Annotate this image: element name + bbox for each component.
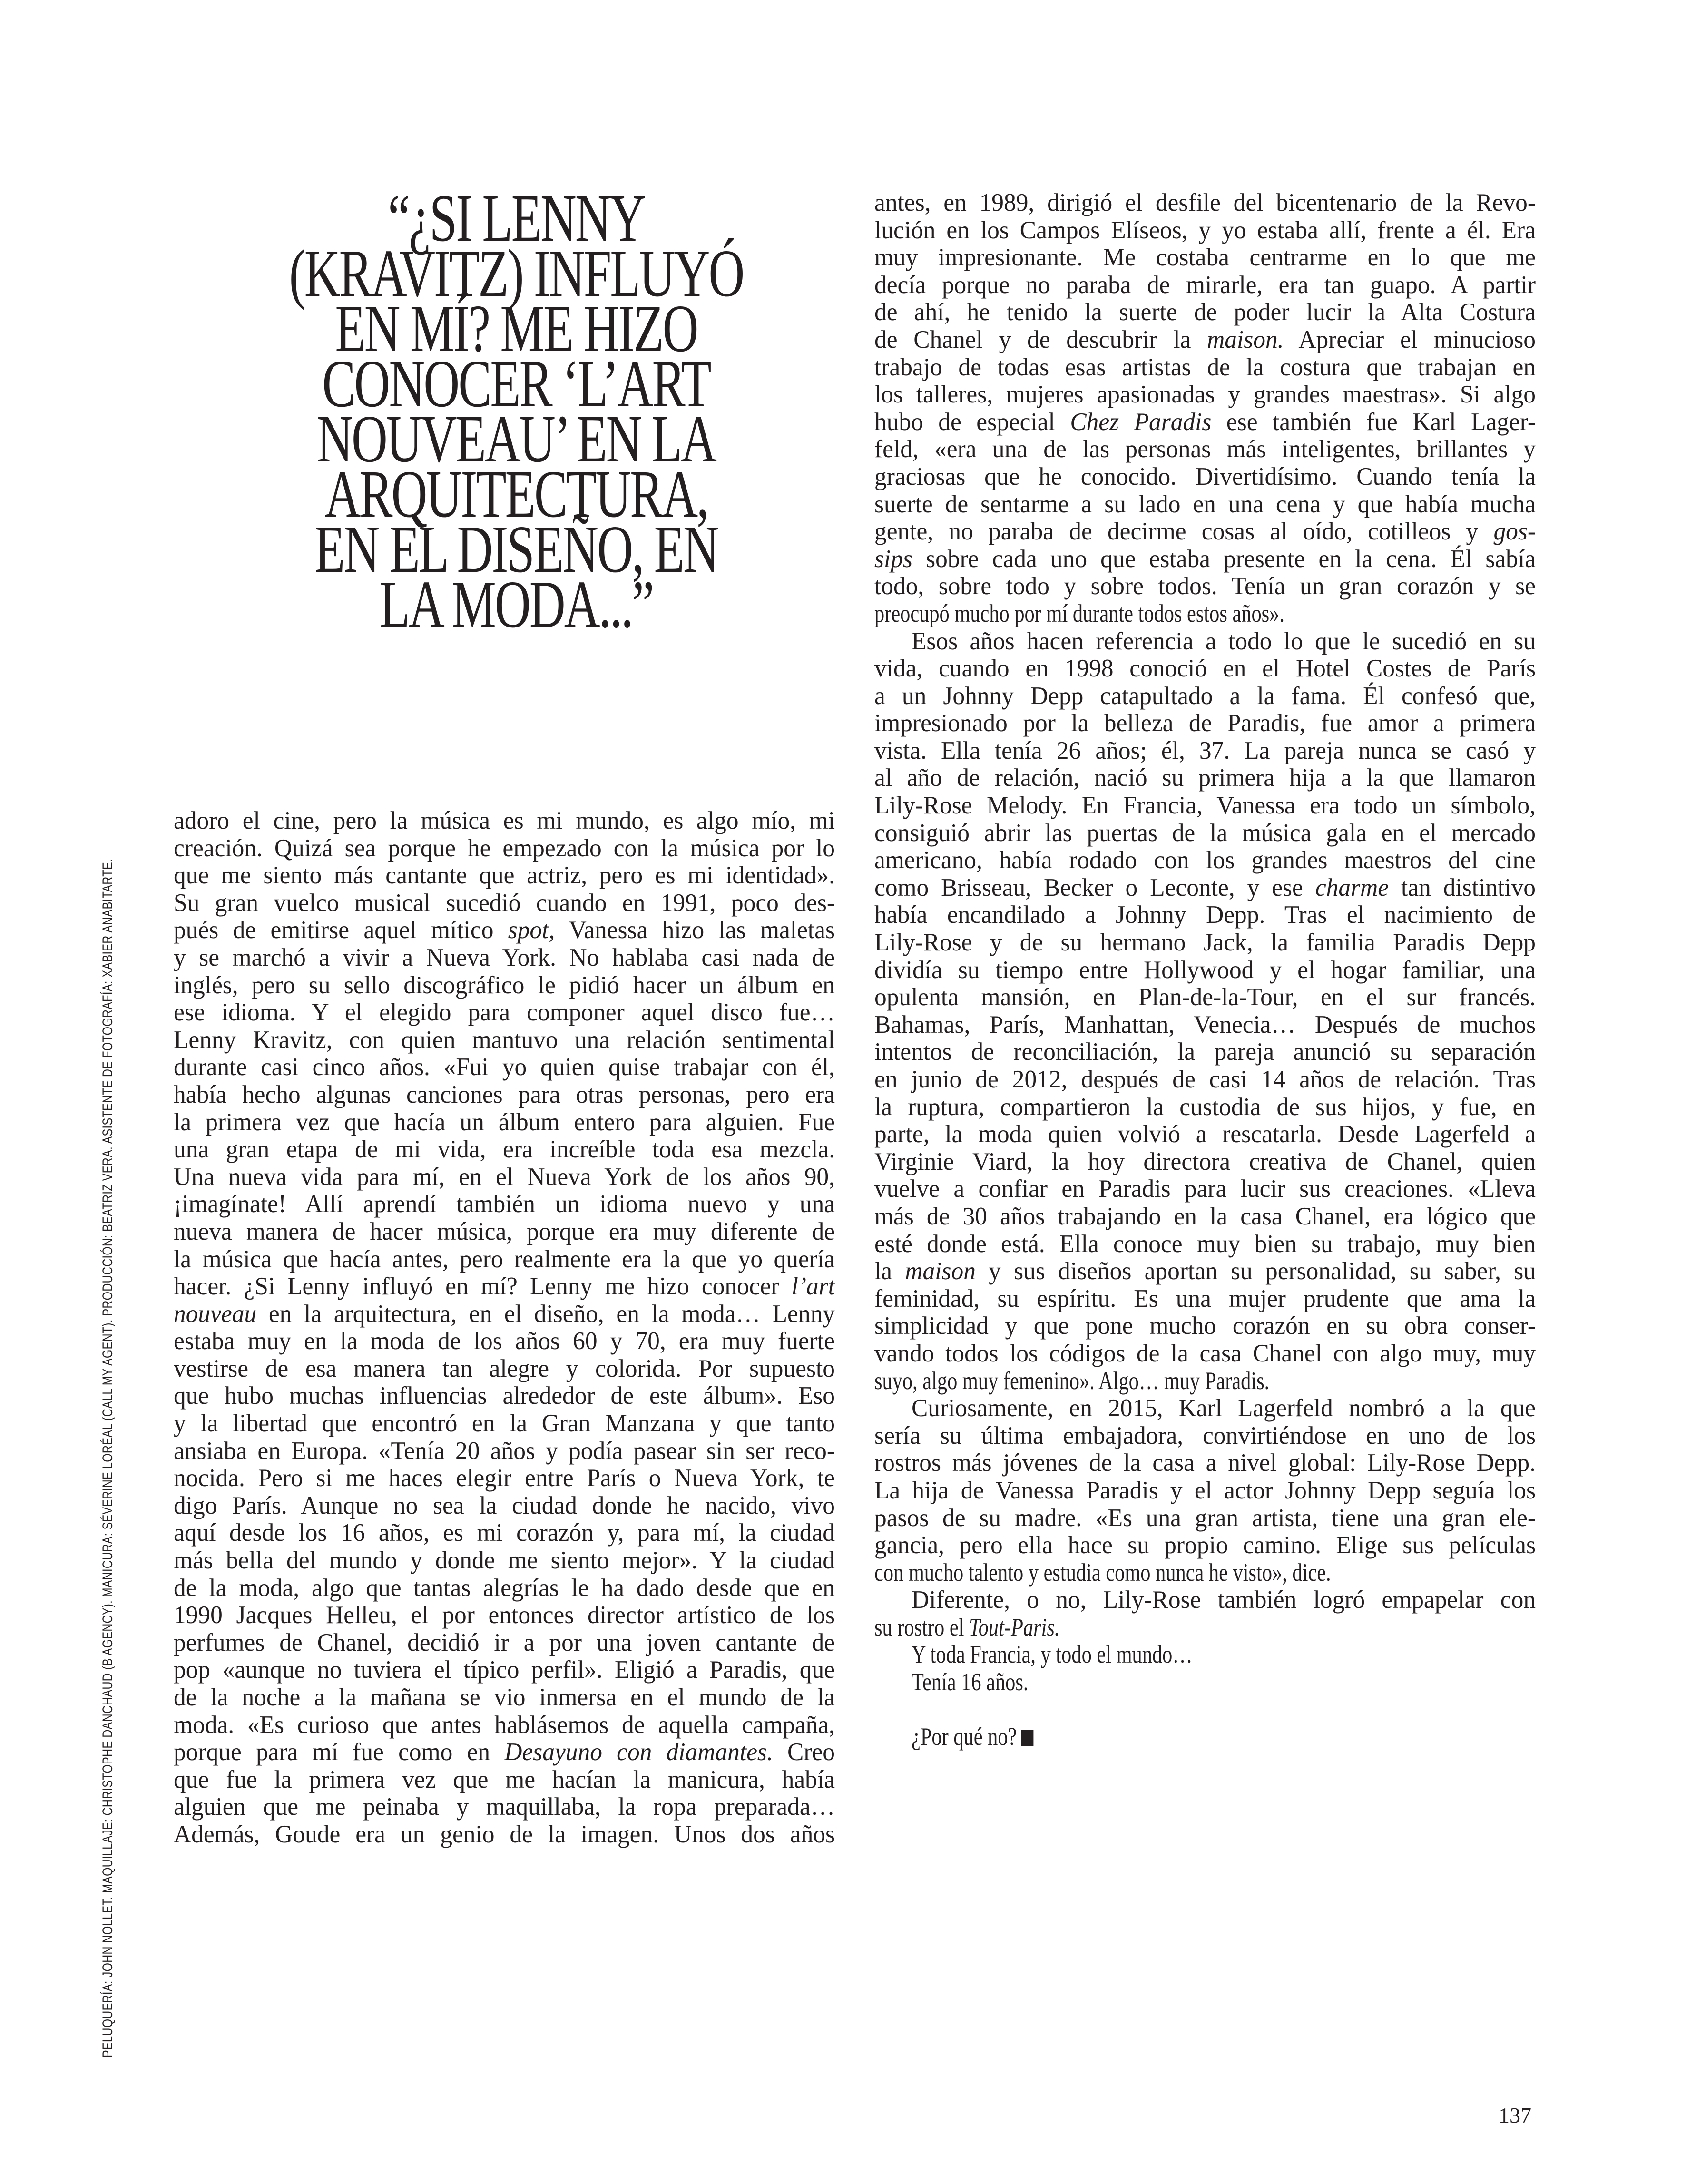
text-line: Virginie Viard, la hoy directora creativa de Chanel, quien [874,1147,1536,1175]
text-line: en junio de 2012, después de casi 14 años de relación. Tras [874,1066,1536,1093]
text-line: pasos de su madre. «Es una gran artista, tiene una gran ele- [874,1504,1536,1532]
text-line: Diferente, o no, Lily-Rose también logró empapelar con [911,1586,1536,1614]
italic-term: charme [1315,873,1389,901]
text-line: al año de relación, nació su primera hija a la que llamaron [874,764,1536,792]
text-line: ansiaba en Europa. «Tenía 20 años y podía pasear sin ser reco- [174,1437,835,1465]
pull-quote-line: (KRAVITZ) INFLUYÓ [289,235,744,311]
text-line: esté donde está. Ella conoce muy bien su trabajo, muy bien [874,1230,1536,1258]
text-line: aquí desde los 16 años, es mi corazón y, para mí, la ciudad [174,1519,835,1547]
text-line: consiguió abrir las puertas de la música gala en el mercado [874,819,1536,847]
pull-quote-line: LA MODA...” [379,567,653,642]
text-line: creación. Quizá sea porque he empezado con la música por lo [174,834,835,862]
text-line: había hecho algunas canciones para otras personas, pero era [174,1080,835,1108]
text-line: perfumes de Chanel, decidió ir a por una joven cantante de [174,1628,835,1656]
text-line: nocida. Pero si me haces elegir entre París o Nueva York, te [174,1464,835,1492]
text-line: de ahí, he tenido la suerte de poder lucir la Alta Costura [874,298,1536,326]
italic-term: sips [874,545,913,573]
text-line: Lily-Rose Melody. En Francia, Vanessa era todo un símbolo, [874,792,1536,820]
text-line: digo París. Aunque no sea la ciudad donde he nacido, vivo [174,1491,835,1519]
page-number: 137 [1499,2103,1531,2127]
text-line: de Chanel y de descubrir la maison. Apreciar el minucioso [874,325,1536,353]
text-line: feminidad, su espíritu. Es una mujer prudente que ama la [874,1284,1536,1312]
text-line: más de 30 años trabajando en la casa Chanel, era lógico que [874,1202,1536,1230]
pull-quote [200,180,833,642]
text-line: los talleres, mujeres apasionadas y grandes maestras». Si algo [874,381,1536,409]
text-line: la ruptura, compartieron la custodia de sus hijos, y fue, en [874,1093,1536,1121]
text-line: que fue la primera vez que me hacían la manicura, había [174,1765,835,1793]
text-line: sería su última embajadora, convirtiéndose en uno de los [874,1421,1536,1449]
italic-term: Desayuno con diamantes. [504,1738,773,1766]
text-line: Curiosamente, en 2015, Karl Lagerfeld nombró a la que [911,1394,1536,1422]
text-line: había encandilado a Johnny Depp. Tras el nacimiento de [874,901,1536,929]
text-line: adoro el cine, pero la música es mi mundo, es algo mío, mi [174,807,835,834]
text-line: la maison y sus diseños aportan su personalidad, su saber, su [874,1257,1536,1285]
article-column-left [174,807,835,1849]
article-column-right [874,189,1536,1751]
text-line: Su gran vuelco musical sucedió cuando en 1991, poco des- [174,889,835,917]
text-line: 1990 Jacques Helleu, el por entonces director artístico de los [174,1601,835,1629]
text-line: Lenny Kravitz, con quien mantuvo una relación sentimental [174,1026,835,1054]
text-line: y se marchó a vivir a Nueva York. No hablaba casi nada de [174,943,835,971]
text-line: durante casi cinco años. «Fui yo quien quise trabajar con él, [174,1053,835,1081]
italic-term: l’art [791,1273,835,1301]
text-line: nueva manera de hacer música, porque era muy diferente de [174,1217,835,1245]
text-line: suerte de sentarme a su lado en una cena y que había mucha [874,490,1536,518]
text-line: con mucho talento y estudia como nunca he visto», dice. [874,1558,1331,1587]
text-line: Esos años hacen referencia a todo lo que le sucedió en su [911,627,1536,655]
text-line: Y toda Francia, y todo el mundo… [912,1641,1193,1669]
text-line: La hija de Vanessa Paradis y el actor Johnny Depp seguía los [874,1476,1536,1504]
text-line: de la moda, algo que tantas alegrías le ha dado desde que en [174,1574,835,1602]
text-line: moda. «Es curioso que antes hablásemos de aquella campaña, [174,1711,835,1739]
text-line: ese idioma. Y el elegido para componer aquel disco fue… [174,999,835,1027]
text-line: sips sobre cada uno que estaba presente en la cena. Él sabía [874,545,1536,573]
pull-quote-line: CONOCER ‘L’ART [322,346,710,421]
text-line: Una nueva vida para mí, en el Nueva York de los años 90, [174,1163,835,1191]
closing-line: ¿Por qué no? [912,1723,1017,1751]
italic-term: nouveau [174,1300,257,1328]
pull-quote-line: NOUVEAU’ EN LA [317,401,716,476]
text-line: antes, en 1989, dirigió el desfile del bicentenario de la Revo- [874,189,1536,216]
text-line: que hubo muchas influencias alrededor de este álbum». Eso [174,1382,835,1410]
text-line: hubo de especial Chez Paradis ese también fue Karl Lager- [874,408,1536,436]
italic-term: Chez Paradis [1070,408,1212,436]
text-line: feld, «era una de las personas más inteligentes, brillantes y [874,435,1536,463]
text-line: Lily-Rose y de su hermano Jack, la familia Paradis Depp [874,929,1536,957]
text-line: intentos de reconciliación, la pareja anunció su separación [874,1038,1536,1066]
text-line: hacer. ¿Si Lenny influyó en mí? Lenny me hizo conocer l’art [174,1273,835,1301]
text-line: gente, no paraba de decirme cosas al oído, cotilleos y gos- [874,518,1536,546]
text-line: americano, había rodado con los grandes maestros del cine [874,846,1536,874]
text-line: pop «aunque no tuviera el típico perfil». Eligió a Paradis, que [174,1656,835,1684]
text-line: como Brisseau, Becker o Leconte, y ese charme tan distintivo [874,873,1536,901]
text-line: Además, Goude era un genio de la imagen. Unos dos años [174,1820,835,1848]
pull-quote-line: EN EL DISEÑO, EN [314,511,718,587]
text-line: opulenta mansión, en Plan-de-la-Tour, en el sur francés. [874,983,1536,1011]
pull-quote-line: “¿SI LENNY [388,180,645,255]
photo-credits: PELUQUERÍA: JOHN NOLLET. MAQUILLAJE: CHRISTOPHE DANCHAUD (B AGENCY). MANICURA: SÉVERINE LORÉAL (CALL MY AGENT). PRODUCCIÓN: BEATRIZ VERA. ASISTENTE DE FOTOGRAFÍA: XABIER ANABITARTE. [100,859,116,2057]
text-line: la primera vez que hacía un álbum entero para alguien. Fue [174,1108,835,1136]
pull-quote-line: ARQUITECTURA, [324,456,708,531]
text-line: más bella del mundo y donde me siento mejor». Y la ciudad [174,1547,835,1575]
text-line: la música que hacía antes, pero realmente era la que yo quería [174,1245,835,1273]
italic-term: Tout-Paris. [969,1613,1060,1641]
text-line: estaba muy en la moda de los años 60 y 70, era muy fuerte [174,1327,835,1355]
text-line: decía porque no paraba de mirarle, era tan guapo. A partir [874,271,1536,299]
text-line: inglés, pero su sello discográfico le pidió hacer un álbum en [174,971,835,999]
italic-term: spot, [508,916,555,944]
text-line: preocupó mucho por mí durante todos estos años». [874,599,1284,627]
text-line: ¡imagínate! Allí aprendí también un idioma nuevo y una [174,1190,835,1218]
text-line: simplicidad y que pone mucho corazón en su obra conser- [874,1312,1536,1340]
text-line: todo, sobre todo y sobre todos. Tenía un gran corazón y se [874,572,1536,600]
text-line: una gran etapa de mi vida, era increíble toda esa mezcla. [174,1136,835,1164]
text-line: muy impresionante. Me costaba centrarme en lo que me [874,244,1536,272]
text-line: vida, cuando en 1998 conoció en el Hotel Costes de París [874,655,1536,683]
text-line: y la libertad que encontró en la Gran Manzana y que tanto [174,1410,835,1438]
text-line: suyo, algo muy femenino». Algo… muy Paradis. [874,1367,1270,1395]
text-line: graciosas que he conocido. Divertidísimo. Cuando tenía la [874,462,1536,490]
text-line: nouveau en la arquitectura, en el diseño, en la moda… Lenny [174,1300,835,1328]
text-line: de la noche a la mañana se vio inmersa en el mundo de la [174,1684,835,1711]
text-line: porque para mí fue como en Desayuno con diamantes. Creo [174,1738,835,1766]
pull-quote-line: EN MÍ? ME HIZO [335,291,697,366]
text-line: dividía su tiempo entre Hollywood y el hogar familiar, una [874,956,1536,984]
text-line: Tenía 16 años. [912,1668,1029,1696]
text-line: impresionado por la belleza de Paradis, fue amor a primera [874,709,1536,737]
text-line: vestirse de esa manera tan alegre y colorida. Por supuesto [174,1354,835,1382]
text-line: parte, la moda quien volvió a rescatarla. Desde Lagerfeld a [874,1120,1536,1148]
text-line: vista. Ella tenía 26 años; él, 37. La pareja nunca se casó y [874,736,1536,764]
text-line [874,1724,1536,1751]
text-line: trabajo de todas esas artistas de la costura que trabajan en [874,353,1536,381]
text-line: pués de emitirse aquel mítico spot, Vanessa hizo las maletas [174,916,835,944]
paragraph-gap [874,1696,1536,1724]
italic-term: maison. [1207,325,1284,353]
text-line: su rostro el Tout-Paris. [874,1613,1060,1641]
text-line: gancia, pero ella hace su propio camino. Elige sus películas [874,1531,1536,1559]
text-line: que me siento más cantante que actriz, pero es mi identidad». [174,862,835,890]
italic-term: maison [905,1257,976,1285]
text-line: a un Johnny Depp catapultado a la fama. Él confesó que, [874,682,1536,710]
text-line: lución en los Campos Elíseos, y yo estaba allí, frente a él. Era [874,216,1536,244]
text-line: vuelve a confiar en Paradis para lucir sus creaciones. «Lleva [874,1175,1536,1203]
end-mark-square-icon [1021,1730,1034,1746]
text-line: alguien que me peinaba y maquillaba, la ropa preparada… [174,1793,835,1821]
italic-term: gos- [1493,518,1536,546]
text-line: rostros más jóvenes de la casa a nivel global: Lily-Rose Depp. [874,1449,1536,1477]
text-line: vando todos los códigos de la casa Chanel con algo muy, muy [874,1339,1536,1367]
text-line: Bahamas, París, Manhattan, Venecia… Después de muchos [874,1010,1536,1038]
